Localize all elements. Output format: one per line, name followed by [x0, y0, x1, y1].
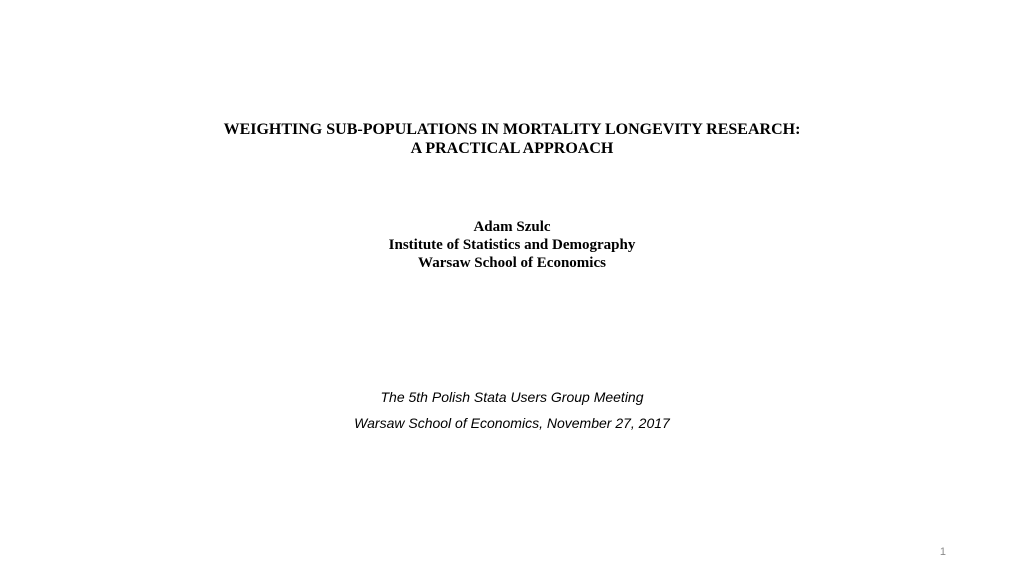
event-meeting: The 5th Polish Stata Users Group Meeting	[380, 389, 644, 405]
event-info	[0, 388, 1024, 432]
event-venue-date: Warsaw School of Economics, November 27, 2017	[354, 415, 670, 431]
author-school: Warsaw School of Economics	[418, 255, 606, 271]
author-info	[0, 218, 1024, 272]
slide-number: 1	[939, 546, 946, 558]
title-line-1: WEIGHTING SUB-POPULATIONS IN MORTALITY LONGEVITY RESEARCH:	[223, 121, 801, 138]
slide-title	[0, 120, 1024, 158]
author-institute: Institute of Statistics and Demography	[388, 237, 636, 253]
author-name: Adam Szulc	[473, 219, 551, 235]
title-line-2: A PRACTICAL APPROACH	[410, 140, 614, 157]
